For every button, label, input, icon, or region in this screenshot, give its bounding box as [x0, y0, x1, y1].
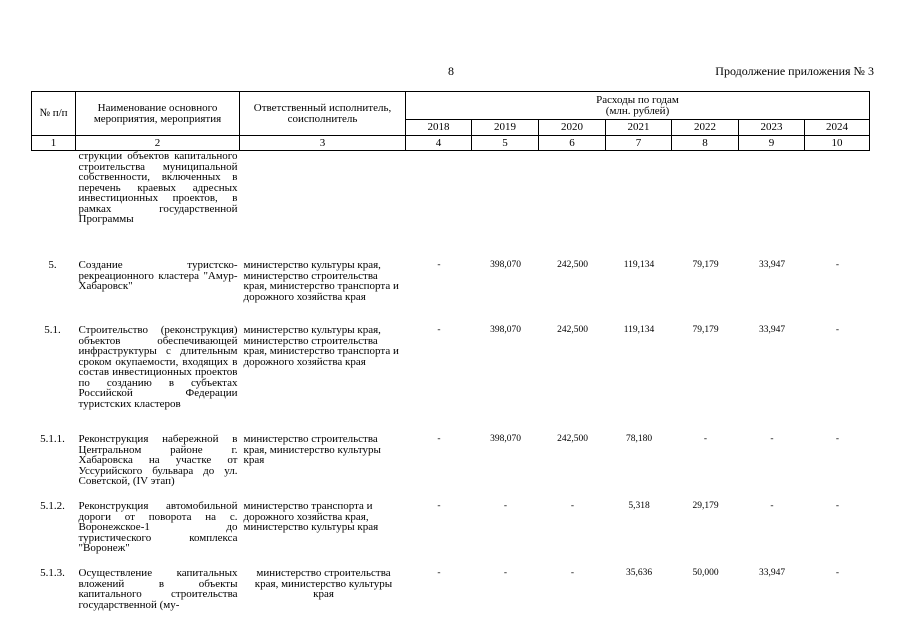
value-cell: 398,070	[490, 260, 521, 270]
column-numbers-row	[32, 136, 870, 151]
continuation-label: Продолжение приложения № 3	[715, 64, 874, 78]
item-executor: министерство строительства края, министерство культуры края	[254, 567, 393, 600]
value-cell: 5,318	[628, 501, 650, 511]
column-number: 10	[805, 136, 870, 151]
item-name: Создание туристско-рекреационного кластера "Амур-Хабаровск"	[78, 259, 238, 292]
table-row	[32, 434, 870, 488]
value-cell: 50,000	[692, 568, 719, 578]
column-number: 5	[472, 136, 539, 151]
item-executor: министерство строительства края, министерство культуры края	[243, 433, 381, 466]
value-cell: 119,134	[623, 325, 655, 335]
value-cell: -	[770, 434, 774, 444]
column-number: 7	[606, 136, 672, 151]
value-cell: -	[437, 568, 441, 578]
item-executor: министерство культуры края, министерство строительства края, министерство транспорта и дорожного хозяйства края	[243, 324, 399, 368]
header-year: 2020	[539, 120, 606, 136]
value-cell: -	[437, 325, 441, 335]
value-cell: 398,070	[490, 434, 521, 444]
value-cell: -	[437, 501, 441, 511]
item-number: 5.1.1.	[40, 433, 65, 445]
item-number: 5.	[48, 259, 57, 271]
header-expenses-title: Расходы по годам	[596, 94, 679, 106]
item-name: Реконструкция автомобильной дороги от поворота на с. Воронежское-1 до туристического комплекса "Воронеж"	[78, 500, 238, 554]
value-cell: -	[570, 501, 575, 511]
page-number: 8	[448, 64, 454, 78]
item-number: 5.1.2.	[40, 500, 65, 512]
header-year: 2019	[472, 120, 539, 136]
value-cell: 33,947	[758, 568, 786, 578]
table-row	[32, 151, 870, 248]
item-number: 5.1.3.	[40, 567, 65, 579]
header-year: 2022	[672, 120, 739, 136]
value-cell: 398,070	[490, 325, 521, 335]
value-cell: -	[437, 260, 441, 270]
header-year: 2021	[606, 120, 672, 136]
value-cell: -	[703, 434, 708, 444]
table-row	[32, 568, 870, 610]
column-number: 9	[739, 136, 805, 151]
column-number: 6	[539, 136, 606, 151]
item-executor: министерство транспорта и дорожного хозяйства края, министерство культуры края	[243, 500, 379, 533]
value-cell: -	[437, 434, 441, 444]
header-name: Наименование основного мероприятия, мероприятия	[76, 92, 240, 136]
value-cell: 242,500	[557, 434, 588, 444]
value-cell: 79,179	[692, 325, 719, 335]
value-cell: -	[835, 568, 840, 578]
value-cell: 33,947	[758, 260, 786, 270]
item-name: Осуществление капитальных вложений в объекты капитального строительства государственной (му-	[78, 567, 238, 611]
value-cell: 78,180	[625, 434, 653, 444]
expenses-table	[31, 91, 870, 610]
value-cell: -	[835, 260, 840, 270]
value-cell: 242,500	[557, 260, 588, 270]
item-number: 5.1.	[44, 324, 61, 336]
value-cell: 242,500	[557, 325, 588, 335]
item-name: Строительство (реконструкция) объектов обеспечивающей инфраструктуры с длительным сроком окупаемости, входящих в состав инвестиционных проектов по созданию в субъектах Российской Федерации туристских кластеров	[78, 324, 238, 410]
value-cell: -	[503, 501, 508, 511]
header-year: 2018	[406, 120, 472, 136]
value-cell: -	[770, 501, 774, 511]
column-number: 2	[76, 136, 240, 151]
value-cell: -	[835, 434, 840, 444]
value-cell: 119,134	[623, 260, 655, 270]
value-cell: 79,179	[692, 260, 719, 270]
item-executor: министерство культуры края, министерство строительства края, министерство транспорта и дорожного хозяйства края	[243, 259, 399, 303]
table-row	[32, 260, 870, 312]
table-row	[32, 325, 870, 421]
header-year: 2024	[805, 120, 870, 136]
value-cell: 35,636	[625, 568, 653, 578]
item-name: Реконструкция набережной в Центральном районе г. Хабаровска на участке от Уссурийского бульвара до ул. Советской, (IV этап)	[78, 433, 238, 487]
value-cell: -	[835, 325, 840, 335]
column-number: 4	[406, 136, 472, 151]
column-number: 3	[240, 136, 406, 151]
value-cell: 29,179	[692, 501, 719, 511]
value-cell: -	[570, 568, 575, 578]
value-cell: -	[503, 568, 508, 578]
header-expenses	[406, 92, 870, 120]
header-no: № п/п	[32, 92, 76, 136]
header-executor: Ответственный исполнитель, соисполнитель	[240, 92, 406, 136]
value-cell: 33,947	[758, 325, 786, 335]
column-number: 1	[32, 136, 76, 151]
column-number: 8	[672, 136, 739, 151]
header-year: 2023	[739, 120, 805, 136]
item-name: струкции объектов капитального строительства муниципальной собственности, включенных в перечень краевых адресных инвестиционных проектов, в рамках государственной Программы	[78, 150, 238, 225]
value-cell: -	[835, 501, 840, 511]
header-expenses-unit: (млн. рублей)	[605, 104, 670, 117]
table-row	[32, 501, 870, 555]
